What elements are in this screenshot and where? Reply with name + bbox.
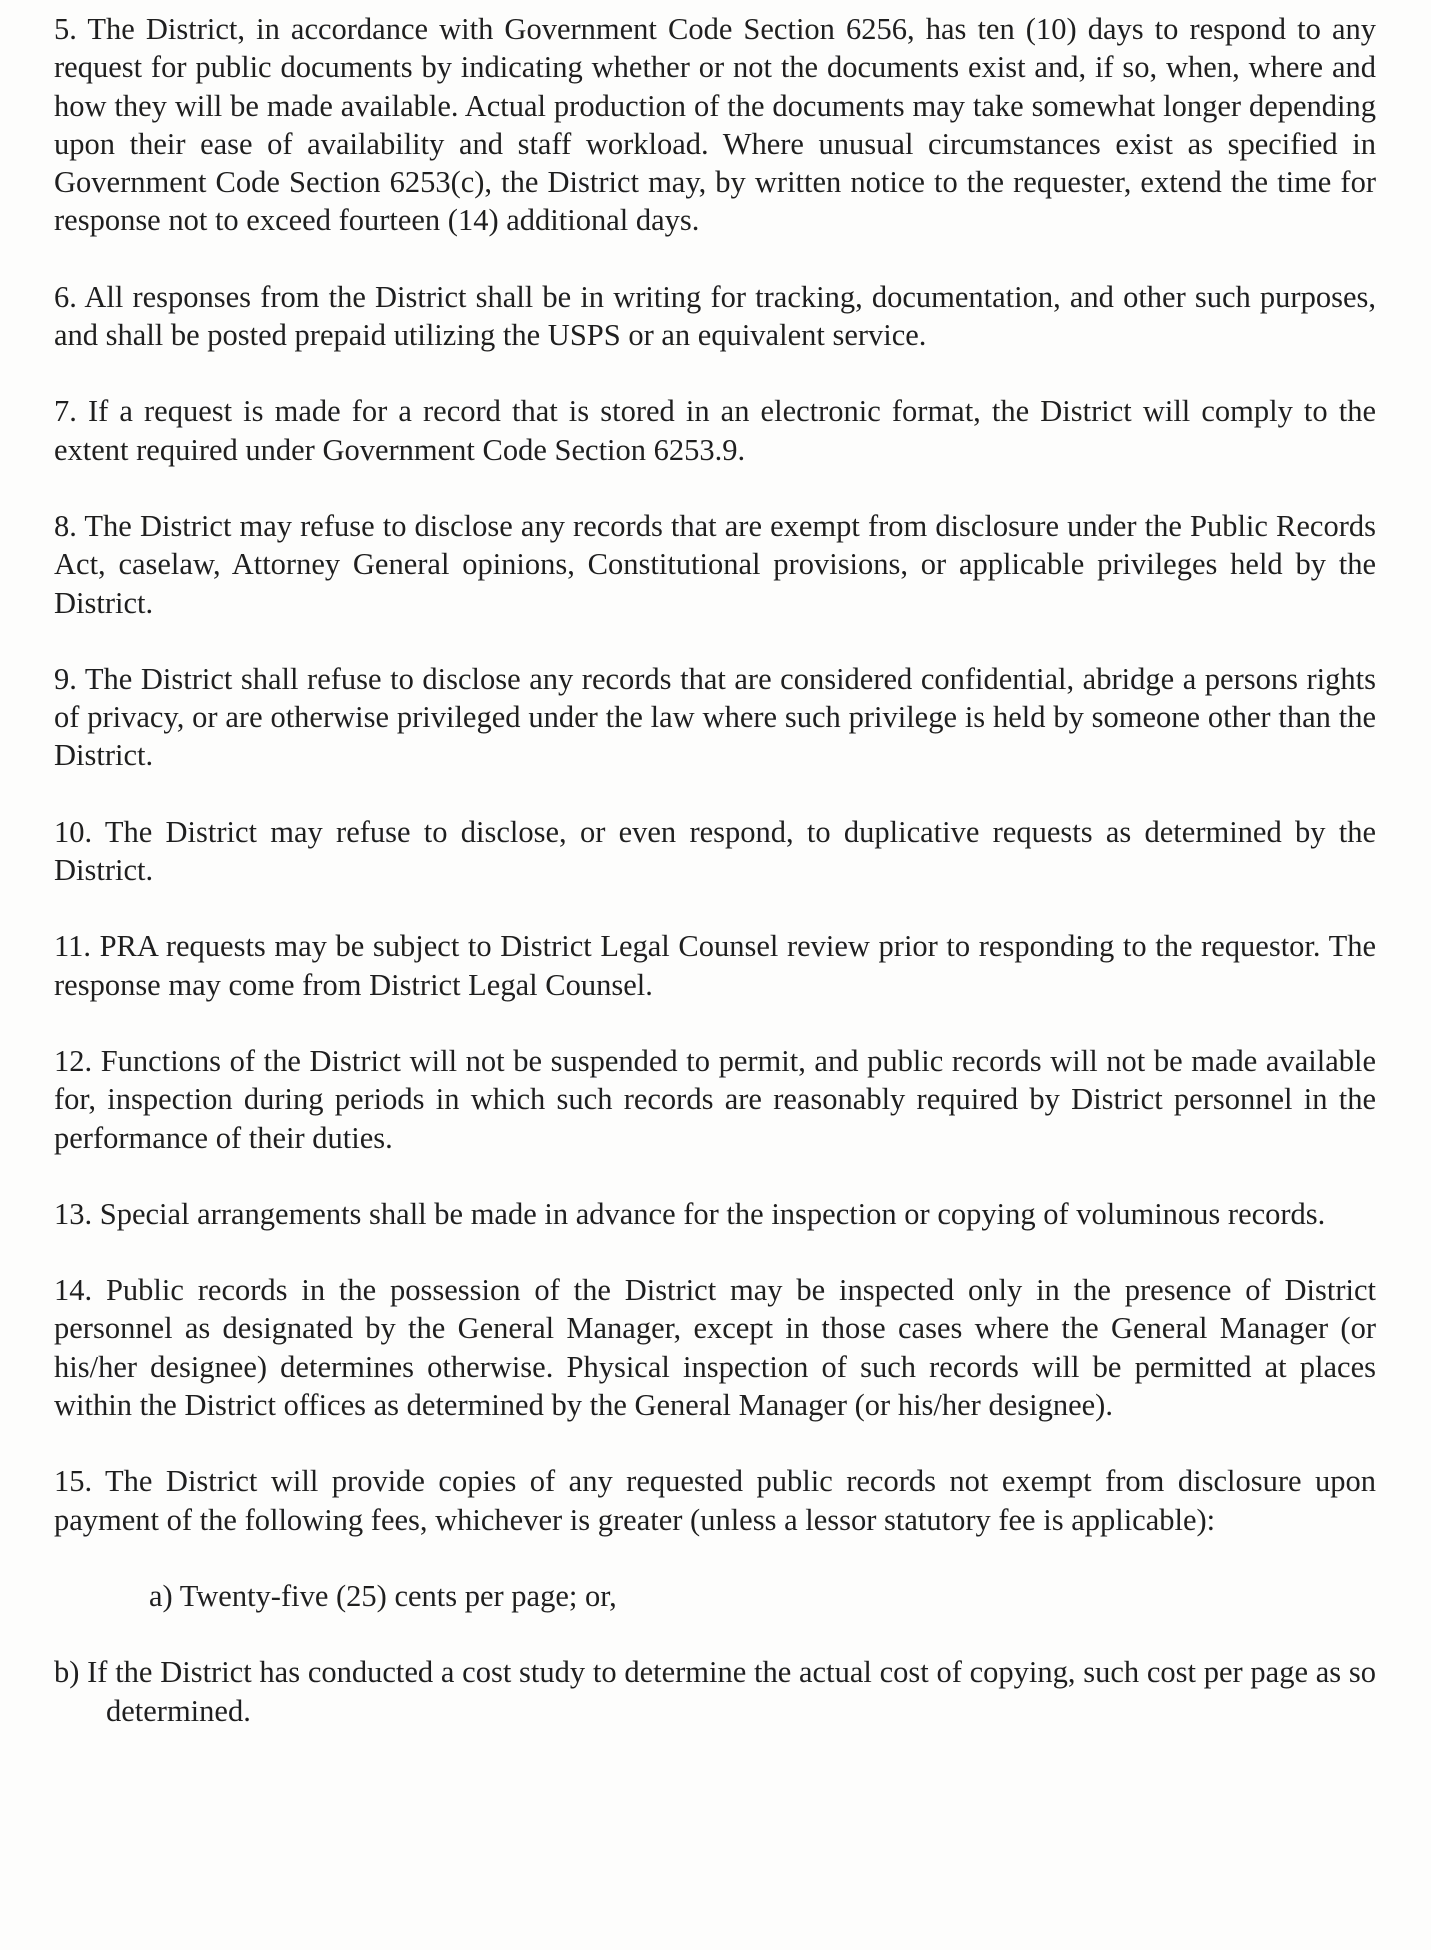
paragraph-14: 14. Public records in the possession of the District may be inspected only in the presence of District personnel as designated by the General Manager, except in those cases where the General Manager (or his/her designee) determines otherwise. Physical inspection of such records will be permitted at places within the District offices as determined by the General Manager (or his/her designee). [54,1273,1376,1423]
document-body [54,10,1376,1768]
paragraph-6: 6. All responses from the District shall be in writing for tracking, documentation, and other such purposes, and shall be posted prepaid utilizing the USPS or an equivalent service. [54,279,1376,353]
paragraph-15: 15. The District will provide copies of any requested public records not exempt from disclosure upon payment of the following fees, whichever is greater (unless a lessor statutory fee is applicable): [54,1464,1376,1537]
paragraph-11: 11. PRA requests may be subject to District Legal Counsel review prior to responding to the requestor. The response may come from District Legal Counsel. [54,929,1376,1002]
paragraph-10: 10. The District may refuse to disclose, or even respond, to duplicative requests as determined by the District. [54,814,1376,888]
fee-option-a: a) Twenty-five (25) cents per page; or, [149,1578,617,1613]
paragraph-5: 5. The District, in accordance with Government Code Section 6256, has ten (10) days to respond to any request for public documents by indicating whether or not the documents exist and, if so, when, where and how they will be made available. Actual production of the documents may take somewhat longer depending upon their ease of availability and staff workload. Where unusual circumstances exist as specified in Government Code Section 6253(c), the District may, by written notice to the requester, extend the time for response not to exceed fourteen (14) additional days. [54,12,1376,238]
paragraph-7: 7. If a request is made for a record that is stored in an electronic format, the District will comply to the extent required under Government Code Section 6253.9. [54,394,1376,467]
paragraph-9: 9. The District shall refuse to disclose any records that are considered confidential, abridge a persons rights of privacy, or are otherwise privileged under the law where such privilege is held by someone other than the District. [54,661,1376,773]
paragraph-12: 12. Functions of the District will not be suspended to permit, and public records will not be made available for, inspection during periods in which such records are reasonably required by District personnel in the performance of their duties. [54,1043,1376,1155]
fee-option-b: b) If the District has conducted a cost study to determine the actual cost of copying, such cost per page as so determined. [54,1655,1376,1728]
paragraph-8: 8. The District may refuse to disclose any records that are exempt from disclosure under the Public Records Act, caselaw, Attorney General opinions, Constitutional provisions, or applicable privileges held by the District. [54,508,1376,620]
paragraph-13: 13. Special arrangements shall be made in advance for the inspection or copying of voluminous records. [54,1196,1326,1231]
